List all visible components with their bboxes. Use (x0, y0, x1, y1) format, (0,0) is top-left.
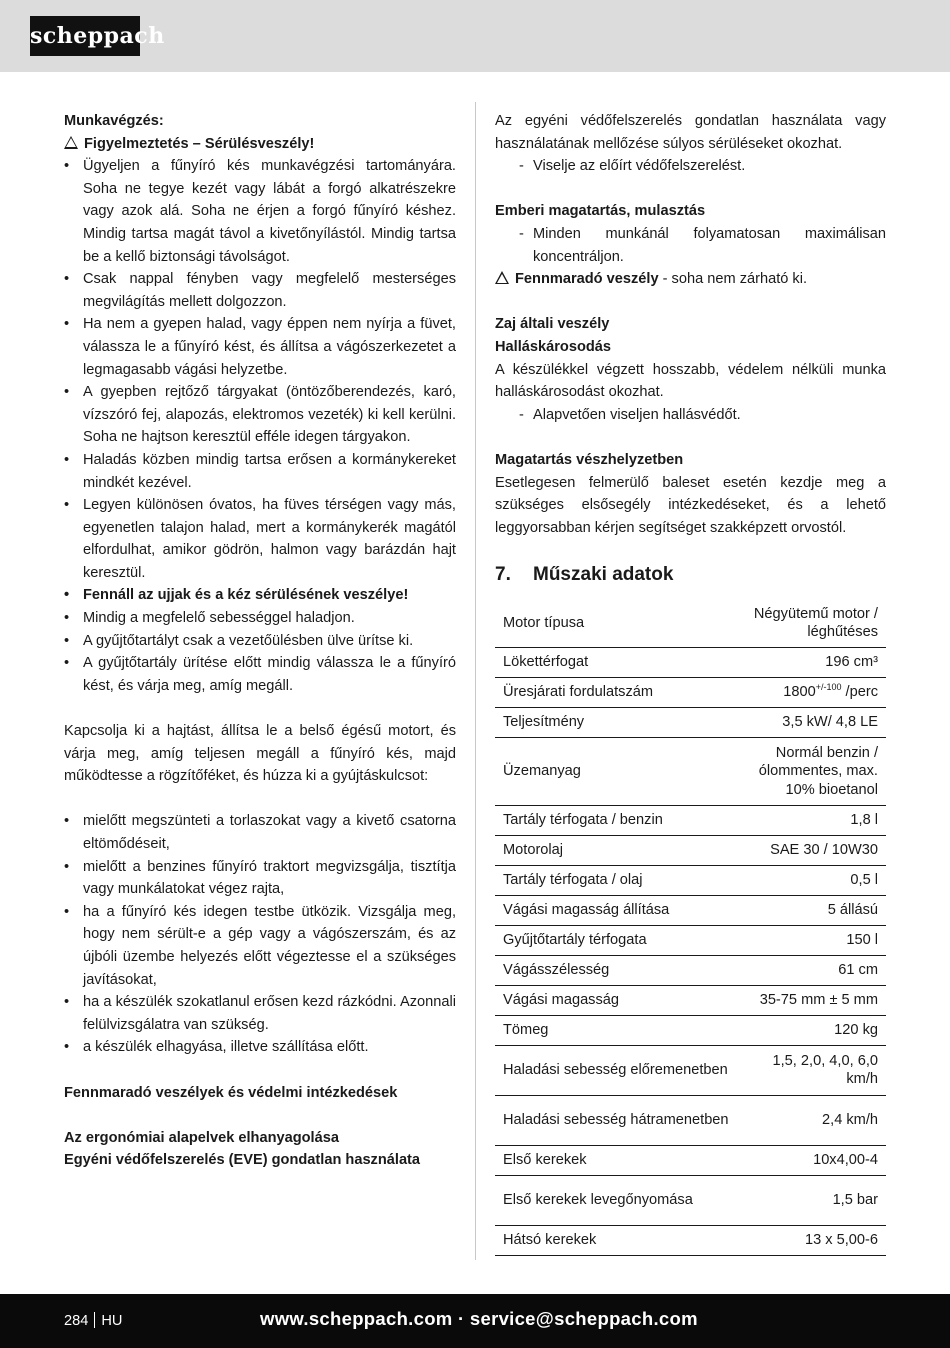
hearing-text: A készülékkel végzett hosszabb, védelem nélküli munka halláskárosodást okozhat. (495, 361, 886, 401)
table-row (495, 1015, 886, 1045)
spec-value (741, 895, 886, 925)
spec-label: Üresjárati fordulatszám (503, 684, 654, 701)
spec-value-text: 61 cm (838, 962, 878, 979)
spec-label: Első kerekek levegőnyomása (503, 1192, 693, 1209)
page-footer (0, 1294, 950, 1348)
table-row (495, 677, 886, 707)
spec-value-text: 196 cm³ (825, 654, 878, 671)
spec-value (741, 647, 886, 677)
list-item: - Alapvetően viseljen hallásvédőt. (495, 404, 886, 427)
spec-value (741, 1225, 886, 1255)
spec-label: Gyűjtőtartály térfogata (503, 932, 647, 949)
ergonomic-title: Az ergonómiai alapelvek elhanyagolása (64, 1129, 339, 1146)
language-code: HU (101, 1313, 123, 1329)
list-item: • Ügyeljen a fűnyíró kés munkavégzési tartományára. Soha ne tegye kezét vagy lábát a forgó alkatrészekre vagy azok alá. Soha ne érjen a forgó fűnyíró késhez. Mindig tartsa magát távol a kivetőnyílástól. Mindig tartsa be a kellő biztonsági távolságot. (64, 155, 456, 268)
spec-value-text: 5 állású (827, 902, 878, 919)
list-item: • ha a készülék szokatlanul erősen kezd rázkódni. Azonnali felülvizsgálatra van szükség. (64, 991, 456, 1036)
spec-value-text: 10x4,00-4 (813, 1152, 878, 1169)
spec-value (741, 600, 886, 648)
spec-value (741, 1045, 886, 1095)
spec-label: Teljesítmény (503, 714, 585, 731)
noise-title: Zaj általi veszély (495, 316, 610, 333)
spec-label: Első kerekek (503, 1152, 587, 1169)
table-row (495, 985, 886, 1015)
spec-value-text: 1800 (783, 684, 816, 701)
table-row (495, 600, 886, 648)
spec-label: Haladási sebesség hátramenetben (503, 1112, 729, 1129)
table-row (495, 865, 886, 895)
spec-value (741, 707, 886, 737)
work-warning-text: Figyelmeztetés – Sérülésveszély! (84, 135, 315, 152)
spec-value-text: 3,5 kW/ 4,8 LE (782, 714, 878, 731)
list-item: • Mindig a megfelelő sebességgel haladjon. (64, 607, 456, 630)
ppe-dash-list (495, 155, 886, 178)
table-row (495, 955, 886, 985)
table-row (495, 835, 886, 865)
spec-value (741, 1015, 886, 1045)
human-behavior-title: Emberi magatartás, mulasztás (495, 203, 706, 220)
list-item: • mielőtt megszünteti a torlaszokat vagy a kivető csatorna eltömődéseit, (64, 810, 456, 855)
warning-triangle-icon (64, 136, 78, 149)
spec-label: Motorolaj (503, 842, 564, 859)
spec-value (741, 925, 886, 955)
spec-label: Lökettérfogat (503, 654, 589, 671)
table-row (495, 805, 886, 835)
spec-value-text: 120 kg (834, 1022, 878, 1039)
specs-table (495, 600, 886, 1256)
ppe-title: Egyéni védőfelszerelés (EVE) gondatlan használata (64, 1152, 421, 1169)
list-item: - Minden munkánál folyamatosan maximálisan koncentráljon. (495, 223, 886, 268)
shutdown-bullet-list (64, 810, 456, 1059)
residual-hazards-title: Fennmaradó veszélyek és védelmi intézkedések (64, 1084, 398, 1101)
list-item: • Csak nappal fényben vagy megfelelő mesterséges megvilágítás mellett dolgozzon. (64, 268, 456, 313)
spec-value-text: 1,5, 2,0, 4,0, 6,0 km/h (772, 1052, 878, 1088)
section-title (495, 562, 886, 588)
spec-value (741, 1095, 886, 1145)
spec-label: Vágásszélesség (503, 962, 610, 979)
spec-value-text: 1,8 l (850, 812, 878, 829)
work-warning (64, 133, 456, 156)
list-item: • A gyepben rejtőző tárgyakat (öntözőberendezés, karó, vízszóró fej, alapozás, elektromos vezeték) ki kell kerülni. Soha ne hajtson keresztül efféle idegen tárgyakon. (64, 381, 456, 449)
work-title: Munkavégzés: (64, 113, 164, 129)
scheppach-logo: scheppach (30, 16, 140, 56)
table-row (495, 647, 886, 677)
spec-value (741, 865, 886, 895)
section-title-text: Műszaki adatok (533, 563, 674, 585)
list-item: • Haladás közben mindig tartsa erősen a kormánykereket mindkét kezével. (64, 449, 456, 494)
spec-value (741, 677, 886, 707)
footer-separator (94, 1312, 95, 1328)
list-item: • A gyűjtőtartályt csak a vezetőülésben ülve ürítse ki. (64, 630, 456, 653)
spec-value (741, 1175, 886, 1225)
spec-label: Motor típusa (503, 615, 585, 632)
spec-value (741, 985, 886, 1015)
residual-warning (495, 268, 886, 291)
spec-value (741, 1145, 886, 1175)
spec-value-text: 0,5 l (850, 872, 878, 889)
spec-value-text: Négyütemű motor / léghűtéses (753, 605, 878, 641)
list-item: • a készülék elhagyása, illetve szállítása előtt. (64, 1036, 456, 1059)
list-item: • A gyűjtőtartály ürítése előtt mindig válassza le a fűnyíró kést, és várja meg, amíg megáll. (64, 652, 456, 697)
table-row (495, 925, 886, 955)
hearing-dash-list (495, 404, 886, 427)
list-item: • Ha nem a gyepen halad, vagy éppen nem nyírja a füvet, válassza le a fűnyíró kést, és állítsa a vágószerkezetet a legmagasabb vágási helyzetbe. (64, 313, 456, 381)
shutdown-paragraph: Kapcsolja ki a hajtást, állítsa le a belső égésű motort, és várja meg, amíg teljesen megáll a fűnyíró kés, majd működtesse a rögzítőféket, és húzza ki a gyújtáskulcsot: (64, 723, 456, 785)
spec-value-text: 1,5 bar (832, 1192, 878, 1209)
spec-label: Tartály térfogata / olaj (503, 872, 643, 889)
spec-value (741, 737, 886, 805)
section-number: 7. (495, 563, 511, 585)
spec-value-text: Normál benzin / ólommentes, max. 10% bioetanol (758, 744, 878, 798)
spec-value-text: 2,4 km/h (822, 1112, 878, 1129)
spec-value-text: 13 x 5,00-6 (804, 1232, 878, 1249)
table-row (495, 737, 886, 805)
spec-value-text: 35-75 mm ± 5 mm (759, 992, 878, 1009)
page-number (64, 1310, 122, 1332)
residual-warning-rest: - soha nem zárható ki. (658, 271, 808, 288)
list-item: • mielőtt a benzines fűnyíró traktort megvizsgálja, tisztítja vagy munkálatokat végez rajta, (64, 856, 456, 901)
emergency-text: Esetlegesen felmerülő baleset esetén kezdje meg a szükséges elsősegély intézkedéseket, és a lehető leggyorsabban kérjen segítséget szakképzett orvostól. (495, 474, 886, 536)
table-row (495, 707, 886, 737)
page-header (0, 0, 950, 72)
work-bullet-list (64, 155, 456, 697)
spec-value (741, 835, 886, 865)
list-item: - Viselje az előírt védőfelszerelést. (495, 155, 886, 178)
residual-warning-bold: Fennmaradó veszély (515, 271, 659, 288)
spec-value-text: 150 l (846, 932, 878, 949)
column-divider (475, 102, 476, 1260)
list-item: • Fennáll az ujjak és a kéz sérülésének veszélye! (64, 584, 456, 607)
table-row (495, 1145, 886, 1175)
spec-label: Vágási magasság (503, 992, 620, 1009)
list-item: • Legyen különösen óvatos, ha füves térségen vagy más, egyenetlen talajon halad, mert a kormánykerék magától elfordulhat, amikor gödrön, halmon vagy barázdán hajt keresztül. (64, 494, 456, 584)
spec-label: Tömeg (503, 1022, 549, 1039)
spec-value (741, 805, 886, 835)
spec-value-text: SAE 30 / 10W30 (770, 842, 878, 859)
spec-value-suffix: /perc (841, 684, 878, 701)
emergency-title: Magatartás vészhelyzetben (495, 451, 684, 468)
table-row (495, 895, 886, 925)
spec-value-superscript: +/-100 (815, 682, 842, 693)
spec-value (741, 955, 886, 985)
table-row (495, 1225, 886, 1255)
spec-label: Tartály térfogata / benzin (503, 812, 663, 829)
list-item: • ha a fűnyíró kés idegen testbe ütközik. Vizsgálja meg, hogy nem sérült-e a gép vagy a vágószerszám, és az újbóli üzembe helyezés előtt végeztesse el a szükséges javításokat, (64, 901, 456, 991)
human-dash-list (495, 223, 886, 268)
hearing-title: Halláskárosodás (495, 338, 612, 355)
spec-label: Haladási sebesség előremenetben (503, 1062, 728, 1079)
spec-label: Üzemanyag (503, 763, 581, 780)
ppe-text: Az egyéni védőfelszerelés gondatlan használata vagy használatának mellőzése súlyos sérüléseket okozhat. (495, 113, 886, 152)
footer-contact: www.scheppach.com · service@scheppach.com (260, 1308, 698, 1329)
table-row (495, 1175, 886, 1225)
spec-label: Hátsó kerekek (503, 1232, 597, 1249)
left-column (64, 110, 456, 1172)
page-number-value: 284 (64, 1313, 89, 1329)
table-row (495, 1045, 886, 1095)
warning-triangle-icon (495, 271, 509, 284)
spec-label: Vágási magasság állítása (503, 902, 670, 919)
right-column (495, 110, 886, 1256)
table-row (495, 1095, 886, 1145)
